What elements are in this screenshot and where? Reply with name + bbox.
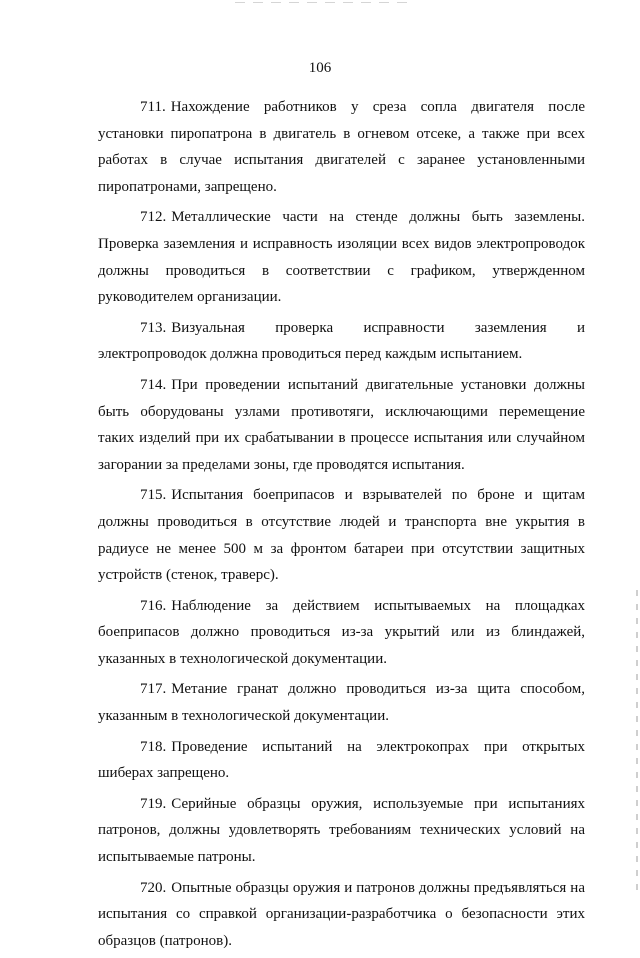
paragraph-text: При проведении испытаний двигательные установки должны быть оборудованы узлами противотяги, исключающими перемещение таких изделий при их срабатывании в процессе испытания или случайном загорании за пределами зоны, где проводятся испытания. — [98, 376, 585, 473]
paragraph-711 — [98, 94, 585, 200]
paragraph-text: Металлические части на стенде должны быть заземлены. Проверка заземления и исправность изоляции всех видов электропроводок должны проводиться в соответствии с графиком, утвержденном руководителем организации. — [98, 209, 585, 306]
paragraph-number: 717. — [140, 681, 167, 698]
paragraph-text: Нахождение работников у среза сопла двигателя после установки пиропатрона в двигатель в огневом отсеке, а также при всех работах в случае испытания двигателей с заранее установленными пиропатронами, запрещено. — [98, 99, 585, 195]
document-body — [98, 94, 585, 958]
paragraph-text: Наблюдение за действием испытываемых на площадках боеприпасов должно проводиться из-за укрытий или из блиндажей, указанных в технологической документации. — [98, 597, 585, 667]
paragraph-text: Визуальная проверка исправности заземления и электропроводок должна проводиться перед каждым испытанием. — [98, 319, 585, 363]
paragraph-text: Опытные образцы оружия и патронов должны предъявляться на испытания со справкой организации-разработчика о безопасности этих образцов (патронов). — [98, 879, 585, 949]
paragraph-717 — [98, 676, 585, 729]
paragraph-712 — [98, 204, 585, 310]
paragraph-text: Испытания боеприпасов и взрывателей по броне и щитам должны проводиться в отсутствие людей и транспорта вне укрытия в радиусе не менее 500 м за фронтом батареи при отсутствии защитных устройств (стенок, траверс). — [98, 487, 585, 584]
paragraph-714 — [98, 372, 585, 478]
paragraph-text: Метание гранат должно проводиться из-за щита способом, указанным в технологической документации. — [98, 681, 585, 725]
paragraph-number: 712. — [140, 209, 167, 226]
paragraph-text: Серийные образцы оружия, используемые при испытаниях патронов, должны удовлетворять требованиям технических условий на испытываемые патроны. — [98, 795, 585, 866]
paragraph-713 — [98, 315, 585, 368]
paragraph-number: 718. — [140, 738, 167, 755]
paragraph-number: 711. — [140, 99, 166, 115]
scan-artifact-top — [235, 2, 415, 3]
paragraph-number: 720. — [140, 879, 167, 896]
paragraph-number: 713. — [140, 319, 167, 336]
paragraph-text: Проведение испытаний на электрокопрах при открытых шиберах запрещено. — [98, 738, 585, 782]
paragraph-number: 719. — [140, 795, 167, 812]
scan-artifact-edge — [636, 590, 638, 890]
paragraph-number: 716. — [140, 597, 167, 614]
paragraph-number: 715. — [140, 487, 167, 504]
paragraph-720 — [98, 875, 585, 955]
page-number: 106 — [308, 60, 332, 76]
paragraph-716 — [98, 593, 585, 673]
paragraph-number: 714. — [140, 376, 167, 393]
paragraph-718 — [98, 734, 585, 787]
paragraph-715 — [98, 482, 585, 588]
paragraph-719 — [98, 791, 585, 871]
